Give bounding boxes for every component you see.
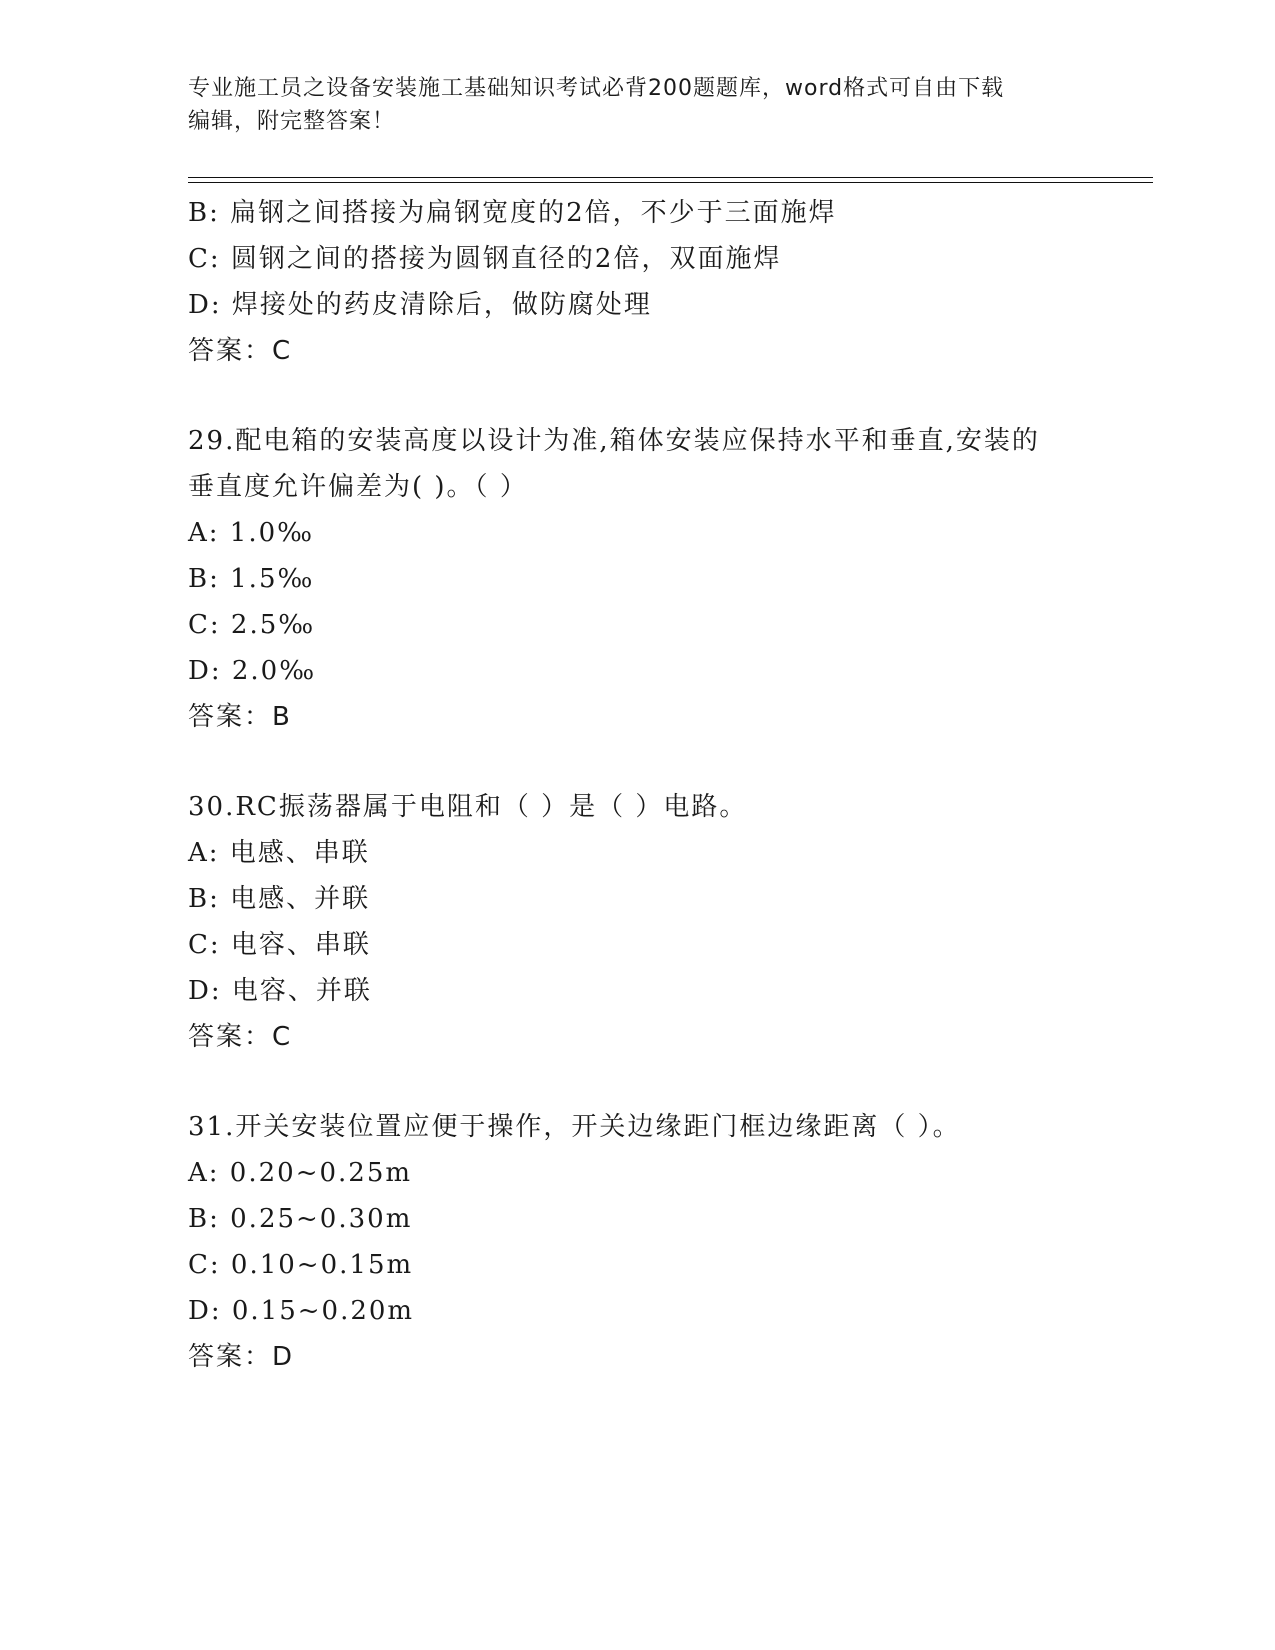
option-b: B: 0.25~0.30m <box>188 1204 413 1234</box>
header-line-1: 专业施工员之设备安装施工基础知识考试必背200题题库，word格式可自由下载 <box>188 76 1005 101</box>
option-d: D: 电容、并联 <box>188 976 372 1006</box>
question-stem: 31.开关安装位置应便于操作，开关边缘距门框边缘距离（ ）。 <box>188 1112 961 1142</box>
answer: 答案：C <box>188 336 293 366</box>
option-b: B: 扁钢之间搭接为扁钢宽度的2倍，不少于三面施焊 <box>188 198 837 228</box>
option-d: D: 2.0‰ <box>188 656 317 686</box>
header-divider-bottom <box>188 182 1153 183</box>
question-list <box>188 190 1088 1380</box>
question-29 <box>188 418 1088 740</box>
question-stem-line-2: 垂直度允许偏差为( )。（ ） <box>188 472 528 502</box>
option-b: B: 1.5‰ <box>188 564 315 594</box>
option-a: A: 0.20~0.25m <box>188 1158 413 1188</box>
spacer <box>188 740 1088 784</box>
answer: 答案：C <box>188 1022 293 1052</box>
option-a: A: 1.0‰ <box>188 518 315 548</box>
spacer <box>188 1060 1088 1104</box>
question-31 <box>188 1104 1088 1380</box>
option-c: C: 2.5‰ <box>188 610 316 640</box>
question-30 <box>188 784 1088 1060</box>
option-a: A: 电感、串联 <box>188 838 370 868</box>
answer: 答案：B <box>188 702 292 732</box>
option-d: D: 焊接处的药皮清除后，做防腐处理 <box>188 290 652 320</box>
question-28 <box>188 190 1088 374</box>
answer: 答案：D <box>188 1342 295 1372</box>
option-c: C: 圆钢之间的搭接为圆钢直径的2倍，双面施焊 <box>188 244 782 274</box>
question-stem: 30.RC振荡器属于电阻和（ ）是（ ）电路。 <box>188 792 748 822</box>
header-line-2: 编辑，附完整答案！ <box>188 109 396 134</box>
spacer <box>188 374 1088 418</box>
option-c: C: 电容、串联 <box>188 930 371 960</box>
document-header <box>188 72 1068 138</box>
question-stem-line-1: 29.配电箱的安装高度以设计为准,箱体安装应保持水平和垂直,安装的 <box>188 426 1040 456</box>
option-b: B: 电感、并联 <box>188 884 371 914</box>
option-d: D: 0.15~0.20m <box>188 1296 415 1326</box>
option-c: C: 0.10~0.15m <box>188 1250 414 1280</box>
header-divider-top <box>188 177 1153 178</box>
